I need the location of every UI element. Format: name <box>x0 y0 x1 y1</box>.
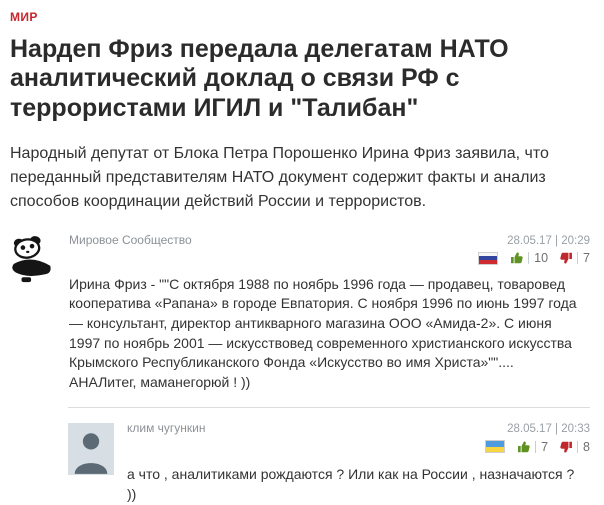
comments-section <box>10 233 590 505</box>
panda-avatar[interactable] <box>10 235 56 287</box>
russia-flag-icon <box>478 252 498 265</box>
vote-separator <box>577 252 578 264</box>
comment-timestamp: 28.05.17 | 20:33 <box>507 423 590 436</box>
thumb-up-icon <box>510 251 524 265</box>
comment-votes-1 <box>69 251 590 266</box>
category-link[interactable]: МИР <box>10 10 38 24</box>
article-headline: Нардеп Фриз передала делегатам НАТО аналитический доклад о связи РФ с террористами ИГИЛ и "Талибан" <box>10 35 509 122</box>
comment-divider <box>68 407 590 408</box>
comment-header-2 <box>127 421 590 435</box>
panda-icon <box>10 235 56 287</box>
thumb-up-button[interactable] <box>510 251 524 265</box>
downvote-count: 8 <box>583 439 590 454</box>
comment-item-2 <box>68 421 590 504</box>
article-intro: Народный депутат от Блока Петра Порошенко Ирина Фриз заявила, что переданный представителям НАТО документ содержит факты и анализ способов координации действий России и террористов. <box>10 144 549 210</box>
comment-author[interactable]: Мировое Сообщество <box>69 232 192 247</box>
comment-author[interactable]: клим чугункин <box>127 421 206 436</box>
comment-timestamp: 28.05.17 | 20:29 <box>507 234 590 247</box>
vote-separator <box>528 252 529 264</box>
comment-text: Ирина Фриз - ""С октября 1988 по ноябрь 1996 года — продавец, товаровед кооператива «Рапана» в городе Евпатория. С ноября 1996 по июнь 1997 года — консультант, директор антикварного магазина ООО «Амида-2». С июня 1997 по ноябрь 2001 — искусствовед современного христианского искусства Крымского Республиканского Фонда «Искусство во имя Христа»"".... АНАЛитег, маманегорюй ! )) <box>69 275 577 390</box>
person-silhouette-icon <box>68 423 114 475</box>
comment-text: а что , аналитиками рождаются ? Или как на России , назначаются ? )) <box>127 466 575 502</box>
upvote-count: 7 <box>541 439 549 454</box>
thumb-down-icon <box>559 251 573 265</box>
comment-header-1 <box>69 233 590 247</box>
comment-body-2 <box>127 421 590 504</box>
upvote-count: 10 <box>534 251 549 266</box>
thumb-down-button[interactable] <box>559 251 573 265</box>
person-avatar[interactable] <box>68 423 114 475</box>
comment-item-1 <box>10 233 590 393</box>
comment-body-1 <box>69 233 590 393</box>
downvote-count: 7 <box>583 251 590 266</box>
